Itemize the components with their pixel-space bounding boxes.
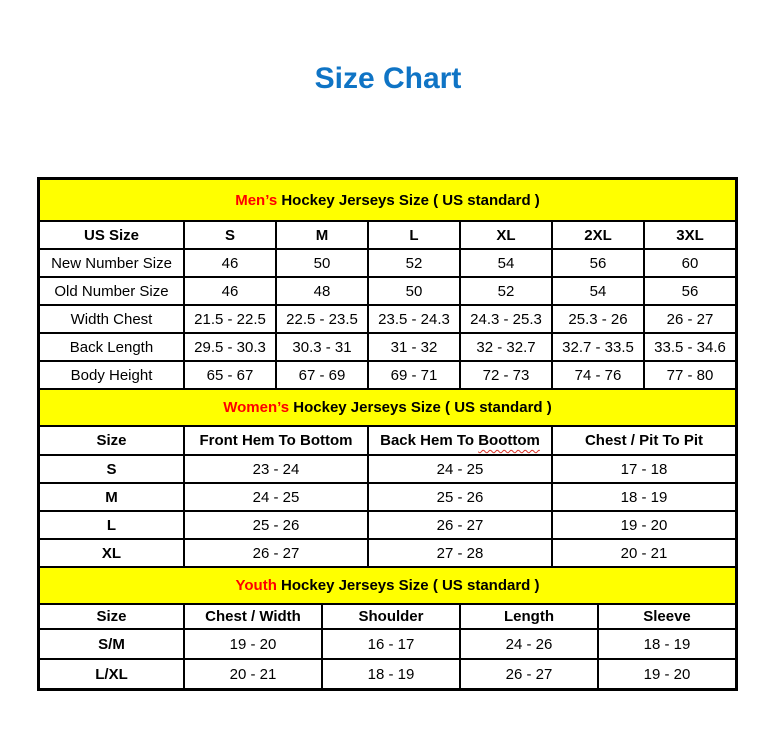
table-cell: 32 - 32.7 xyxy=(460,333,552,361)
column-header: Size xyxy=(39,426,184,455)
row-label: L xyxy=(39,511,184,539)
table-cell: 46 xyxy=(184,249,276,277)
band-text: Hockey Jerseys Size ( US standard ) xyxy=(289,399,552,416)
table-cell: 23.5 - 24.3 xyxy=(368,305,460,333)
table-cell: 19 - 20 xyxy=(184,629,322,659)
table-cell: 24 - 25 xyxy=(368,455,552,483)
table-row xyxy=(39,659,736,689)
youth-size-table xyxy=(38,566,737,690)
table-cell: 77 - 80 xyxy=(644,361,736,389)
table-cell: 24 - 25 xyxy=(184,483,368,511)
table-cell: 65 - 67 xyxy=(184,361,276,389)
column-header: Back Hem To Boottom xyxy=(368,426,552,455)
womens-size-table xyxy=(38,388,737,568)
table-cell: 54 xyxy=(552,277,644,305)
table-cell: 18 - 19 xyxy=(552,483,736,511)
table-cell: 67 - 69 xyxy=(276,361,368,389)
column-header: L xyxy=(368,221,460,249)
table-row xyxy=(39,333,736,361)
row-label: XL xyxy=(39,539,184,567)
row-label: New Number Size xyxy=(39,249,184,277)
row-label: S/M xyxy=(39,629,184,659)
table-cell: 52 xyxy=(368,249,460,277)
table-cell: 31 - 32 xyxy=(368,333,460,361)
band-keyword: Men’s xyxy=(235,191,278,209)
table-cell: 52 xyxy=(460,277,552,305)
table-cell: 25 - 26 xyxy=(184,511,368,539)
row-label: Back Length xyxy=(39,333,184,361)
table-cell: 33.5 - 34.6 xyxy=(644,333,736,361)
table-cell: 48 xyxy=(276,277,368,305)
table-cell: 29.5 - 30.3 xyxy=(184,333,276,361)
table-cell: 17 - 18 xyxy=(552,455,736,483)
table-cell: 19 - 20 xyxy=(552,511,736,539)
table-cell: 26 - 27 xyxy=(368,511,552,539)
table-row xyxy=(39,539,736,567)
table-cell: 56 xyxy=(552,249,644,277)
misspelled-word: Boottom xyxy=(478,432,540,449)
table-cell: 50 xyxy=(368,277,460,305)
row-label: M xyxy=(39,483,184,511)
row-label: S xyxy=(39,455,184,483)
table-cell: 27 - 28 xyxy=(368,539,552,567)
band-text: Hockey Jerseys Size ( US standard ) xyxy=(276,577,540,594)
mens-band xyxy=(39,179,736,221)
column-header: M xyxy=(276,221,368,249)
column-header: US Size xyxy=(39,221,184,249)
mens-size-table xyxy=(38,178,737,390)
table-row xyxy=(39,511,736,539)
page-title: Size Chart xyxy=(314,62,462,95)
row-label: L/XL xyxy=(39,659,184,689)
table-cell: 46 xyxy=(184,277,276,305)
table-cell: 20 - 21 xyxy=(184,659,322,689)
column-header: Chest / Pit To Pit xyxy=(552,426,736,455)
table-cell: 56 xyxy=(644,277,736,305)
column-header: Chest / Width xyxy=(184,604,322,629)
table-cell: 69 - 71 xyxy=(368,361,460,389)
table-row xyxy=(39,305,736,333)
size-chart xyxy=(37,177,738,691)
table-row xyxy=(39,483,736,511)
row-label: Body Height xyxy=(39,361,184,389)
table-cell: 22.5 - 23.5 xyxy=(276,305,368,333)
table-cell: 19 - 20 xyxy=(598,659,736,689)
table-cell: 21.5 - 22.5 xyxy=(184,305,276,333)
womens-band xyxy=(39,389,736,426)
table-cell: 24.3 - 25.3 xyxy=(460,305,552,333)
column-header: Shoulder xyxy=(322,604,460,629)
row-label: Old Number Size xyxy=(39,277,184,305)
table-cell: 24 - 26 xyxy=(460,629,598,659)
table-cell: 30.3 - 31 xyxy=(276,333,368,361)
table-cell: 25.3 - 26 xyxy=(552,305,644,333)
column-header: 3XL xyxy=(644,221,736,249)
column-header: Length xyxy=(460,604,598,629)
table-row xyxy=(39,629,736,659)
table-cell: 25 - 26 xyxy=(368,483,552,511)
table-cell: 20 - 21 xyxy=(552,539,736,567)
table-cell: 32.7 - 33.5 xyxy=(552,333,644,361)
table-cell: 74 - 76 xyxy=(552,361,644,389)
table-cell: 23 - 24 xyxy=(184,455,368,483)
column-header: XL xyxy=(460,221,552,249)
table-cell: 26 - 27 xyxy=(184,539,368,567)
table-cell: 16 - 17 xyxy=(322,629,460,659)
band-keyword: Youth xyxy=(235,577,277,594)
table-cell: 60 xyxy=(644,249,736,277)
table-cell: 26 - 27 xyxy=(644,305,736,333)
band-text: Hockey Jerseys Size ( US standard ) xyxy=(277,191,540,209)
row-label: Width Chest xyxy=(39,305,184,333)
table-cell: 54 xyxy=(460,249,552,277)
table-cell: 18 - 19 xyxy=(322,659,460,689)
table-cell: 72 - 73 xyxy=(460,361,552,389)
table-row xyxy=(39,361,736,389)
table-row xyxy=(39,277,736,305)
table-cell: 26 - 27 xyxy=(460,659,598,689)
column-header: Sleeve xyxy=(598,604,736,629)
table-cell: 50 xyxy=(276,249,368,277)
youth-band xyxy=(39,567,736,604)
table-row xyxy=(39,249,736,277)
column-header: Front Hem To Bottom xyxy=(184,426,368,455)
column-header: S xyxy=(184,221,276,249)
table-row xyxy=(39,455,736,483)
table-cell: 18 - 19 xyxy=(598,629,736,659)
band-keyword: Women’s xyxy=(223,399,290,416)
column-header: Size xyxy=(39,604,184,629)
column-header: 2XL xyxy=(552,221,644,249)
